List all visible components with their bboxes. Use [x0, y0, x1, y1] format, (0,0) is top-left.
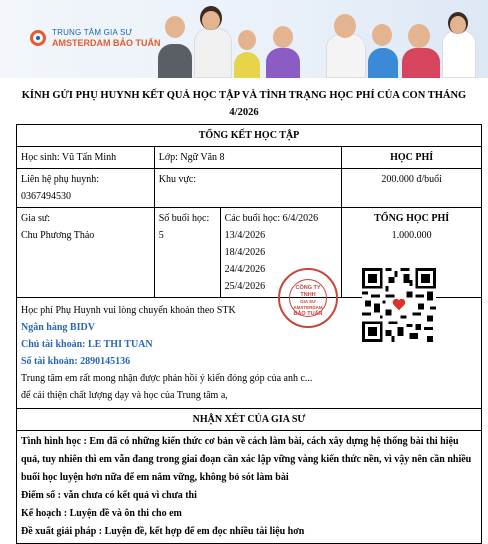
- total-fee-label: TỔNG HỌC PHÍ: [374, 213, 450, 224]
- area: Khu vực:: [154, 169, 342, 208]
- study-plan: Kế hoạch : Luyện đề và ôn thi cho em: [21, 508, 182, 519]
- fee-per-session: 200.000 đ/buổi: [342, 169, 482, 208]
- session-date: 24/4/2026: [224, 264, 266, 275]
- parent-contact: [17, 169, 155, 208]
- fee-header: HỌC PHÍ: [342, 147, 482, 169]
- page-title-line1: KÍNH GỬI PHỤ HUYNH KẾT QUẢ HỌC TẬP VÀ TÌNH TRẠNG HỌC PHÍ CỦA CON THÁNG: [21, 90, 467, 101]
- company-stamp: CÔNG TY TNHH GIA SƯ AMSTERDAM BẢO TUẤN: [278, 268, 338, 328]
- session-date: 13/4/2026: [224, 230, 266, 241]
- tutor-cell: [17, 208, 155, 298]
- student-name: Học sinh: Vũ Tấn Minh: [17, 147, 155, 169]
- proposed-solution: Đề xuất giải pháp : Luyện đề, kết hợp để em đọc nhiều tài liệu hơn: [21, 526, 305, 537]
- tutor-name: Chu Phương Thảo: [21, 230, 95, 241]
- bank-name: Ngân hàng BIDV: [21, 322, 95, 333]
- class-name: Lớp: Ngữ Văn 8: [154, 147, 342, 169]
- sessions-count: 5: [158, 230, 164, 241]
- tutor-comments: [17, 431, 482, 544]
- parent-label: Liên hệ phụ huynh:: [21, 174, 100, 185]
- score-comment: Điểm số : vẫn chưa có kết quả vì chưa thi: [21, 490, 197, 501]
- learning-situation: Tình hình học : Em đã có những kiến thức cơ bản về cách làm bài, cách xây dựng hệ thống bài thi hiệu quả, tuy nhiên thì em vẫn đang trong giai đoạn cần xác lập vững vàng kiến thức nền, vì vậy nên cần nhiều buổi học luyện hơn nữa để em nắm vững, không bỏ sót làm bài: [21, 436, 472, 483]
- account-owner: Chủ tài khoản: LE THI TUAN: [21, 339, 153, 350]
- sessions-cell: [154, 208, 220, 298]
- payment-instruction: Học phí Phụ Huynh vui lòng chuyển khoản theo STK: [21, 305, 236, 316]
- session-date: Các buổi học: 6/4/2026: [224, 213, 319, 224]
- tutor-label: Gia sư:: [21, 213, 51, 224]
- total-fee-value: 1.000.000: [391, 230, 432, 241]
- header-banner: [0, 0, 488, 78]
- parent-phone: 0367494530: [21, 191, 71, 202]
- center-logo: [30, 28, 161, 48]
- logo-line2: AMSTERDAM BẢO TUẤN: [52, 38, 161, 48]
- logo-line1: TRUNG TÂM GIA SƯ: [52, 28, 133, 37]
- payment-qr-code: [362, 268, 436, 342]
- sessions-label: Số buổi học:: [158, 213, 210, 224]
- account-number: Số tài khoản: 2890145136: [21, 356, 131, 367]
- feedback-line-2: để cải thiện chất lượng dạy và học của Trung tâm a,: [21, 390, 228, 401]
- banner-people-illustration: [150, 6, 480, 78]
- logo-icon: [30, 30, 46, 46]
- session-date: 18/4/2026: [224, 247, 266, 258]
- session-date: 25/4/2026: [224, 281, 266, 292]
- comment-section-title: NHẬN XÉT CỦA GIA SƯ: [17, 409, 482, 431]
- summary-section-title: TỔNG KẾT HỌC TẬP: [17, 125, 482, 147]
- page-title-line2: 4/2026: [229, 107, 259, 118]
- feedback-line-1: Trung tâm em rất mong nhận được phản hồi ý kiến đóng góp của anh c...: [21, 373, 313, 384]
